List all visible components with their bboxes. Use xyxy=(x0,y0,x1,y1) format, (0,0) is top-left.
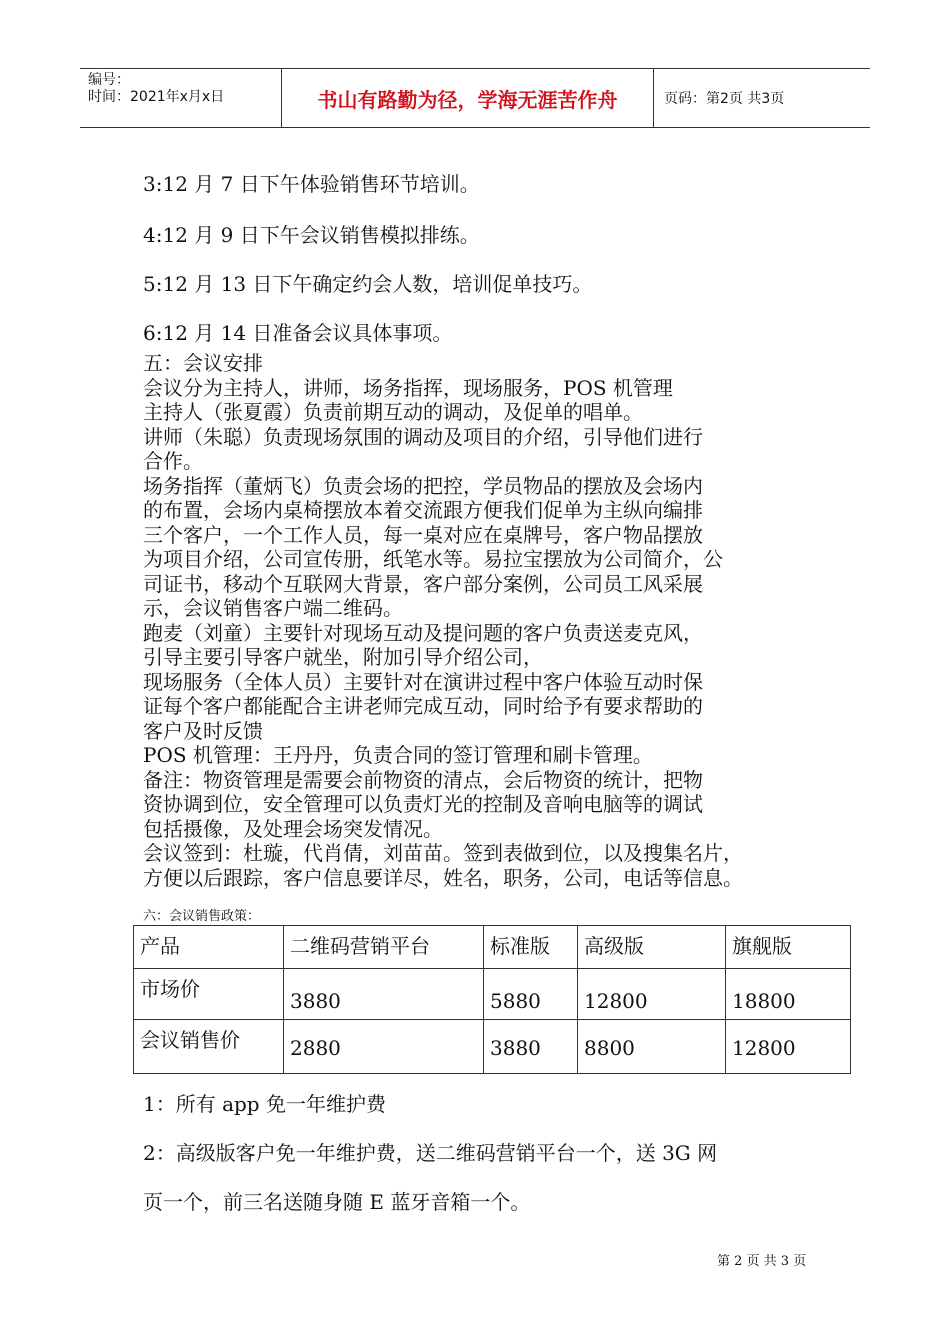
paragraph-line: 引导主要引导客户就坐，附加引导介绍公司， xyxy=(143,645,543,669)
paragraph-line: 主持人（张夏霞）负责前期互动的调动，及促单的唱单。 xyxy=(143,400,643,424)
paragraph-line: 司证书，移动个互联网大背景，客户部分案例，公司员工风采展 xyxy=(143,571,703,596)
table-cell: 2880 xyxy=(284,1020,484,1074)
document-number-label: 编号： xyxy=(88,72,130,88)
schedule-item: 5:12 月 13 日下午确定约会人数，培训促单技巧。 xyxy=(143,272,593,296)
header-motto: 书山有路勤为径，学海无涯苦作舟 xyxy=(282,69,654,127)
policy-item: 1：所有 app 免一年维护费 xyxy=(143,1092,386,1116)
schedule-item: 3:12 月 7 日下午体验销售环节培训。 xyxy=(143,172,480,196)
table-cell: 3880 xyxy=(284,969,484,1020)
section-heading: 五：会议安排 xyxy=(143,351,263,375)
page-footer: 第 2 页 共 3 页 xyxy=(717,1254,807,1269)
table-header-cell: 高级版 xyxy=(578,926,726,969)
table-header-cell: 产品 xyxy=(134,926,284,969)
policy-item: 2：高级版客户免一年维护费，送二维码营销平台一个，送 3G 网 xyxy=(143,1141,718,1165)
meeting-arrangement-section xyxy=(143,351,823,890)
table-cell: 12800 xyxy=(726,1020,851,1074)
header-page-number: 页码：第2页 共3页 xyxy=(664,91,785,107)
schedule-item: 4:12 月 9 日下午会议销售模拟排练。 xyxy=(143,223,480,247)
table-header-cell: 标准版 xyxy=(484,926,578,969)
table-cell: 3880 xyxy=(484,1020,578,1074)
section-heading: 六：会议销售政策： xyxy=(143,909,261,924)
paragraph-line: 证每个客户都能配合主讲老师完成互动，同时给予有要求帮助的 xyxy=(143,694,703,718)
paragraph-line: 客户及时反馈 xyxy=(143,718,263,743)
paragraph-line: 的布置，会场内桌椅摆放本着交流跟方便我们促单为主纵向编排 xyxy=(143,498,703,522)
table-cell: 市场价 xyxy=(134,969,284,1020)
table-row xyxy=(134,969,851,1020)
table-cell: 12800 xyxy=(578,969,726,1020)
price-table xyxy=(133,925,851,1074)
paragraph-line: 为项目介绍，公司宣传册，纸笔水等。易拉宝摆放为公司简介，公 xyxy=(143,547,723,571)
paragraph-line: 包括摄像，及处理会场突发情况。 xyxy=(143,816,443,841)
paragraph-line: 合作。 xyxy=(143,449,203,473)
table-row xyxy=(134,1020,851,1074)
paragraph-line: 示，会议销售客户端二维码。 xyxy=(143,596,403,620)
paragraph-line: 场务指挥（董炳飞）负责会场的把控，学员物品的摆放及会场内 xyxy=(143,473,703,498)
table-cell: 8800 xyxy=(578,1020,726,1074)
document-time-label: 时间：2021年x月x日 xyxy=(88,89,225,105)
policy-item: 页一个，前三名送随身随 E 蓝牙音箱一个。 xyxy=(143,1190,531,1214)
paragraph-line: 备注：物资管理是需要会前物资的清点，会后物资的统计，把物 xyxy=(143,767,703,792)
table-header-row xyxy=(134,926,851,969)
paragraph-line: 会议分为主持人，讲师，场务指挥，现场服务，POS 机管理 xyxy=(143,375,673,400)
table-cell: 18800 xyxy=(726,969,851,1020)
table-header-cell: 旗舰版 xyxy=(726,926,851,969)
header-meta xyxy=(80,69,282,127)
paragraph-line: 跑麦（刘童）主要针对现场互动及提问题的客户负责送麦克风， xyxy=(143,620,703,645)
table-cell: 5880 xyxy=(484,969,578,1020)
paragraph-line: POS 机管理：王丹丹，负责合同的签订管理和刷卡管理。 xyxy=(143,743,653,767)
paragraph-line: 资协调到位，安全管理可以负责灯光的控制及音响电脑等的调试 xyxy=(143,792,703,816)
paragraph-line: 三个客户，一个工作人员，每一桌对应在桌牌号，客户物品摆放 xyxy=(143,522,703,547)
page-header xyxy=(80,68,870,128)
table-header-cell: 二维码营销平台 xyxy=(284,926,484,969)
paragraph-line: 讲师（朱聪）负责现场氛围的调动及项目的介绍，引导他们进行 xyxy=(143,424,703,449)
schedule-item: 6:12 月 14 日准备会议具体事项。 xyxy=(143,321,453,345)
paragraph-line: 方便以后跟踪，客户信息要详尽，姓名，职务，公司，电话等信息。 xyxy=(143,865,743,890)
paragraph-line: 会议签到：杜璇，代肖倩，刘苗苗。签到表做到位，以及搜集名片， xyxy=(143,841,743,865)
table-cell: 会议销售价 xyxy=(134,1020,284,1074)
paragraph-line: 现场服务（全体人员）主要针对在演讲过程中客户体验互动时保 xyxy=(143,669,703,694)
